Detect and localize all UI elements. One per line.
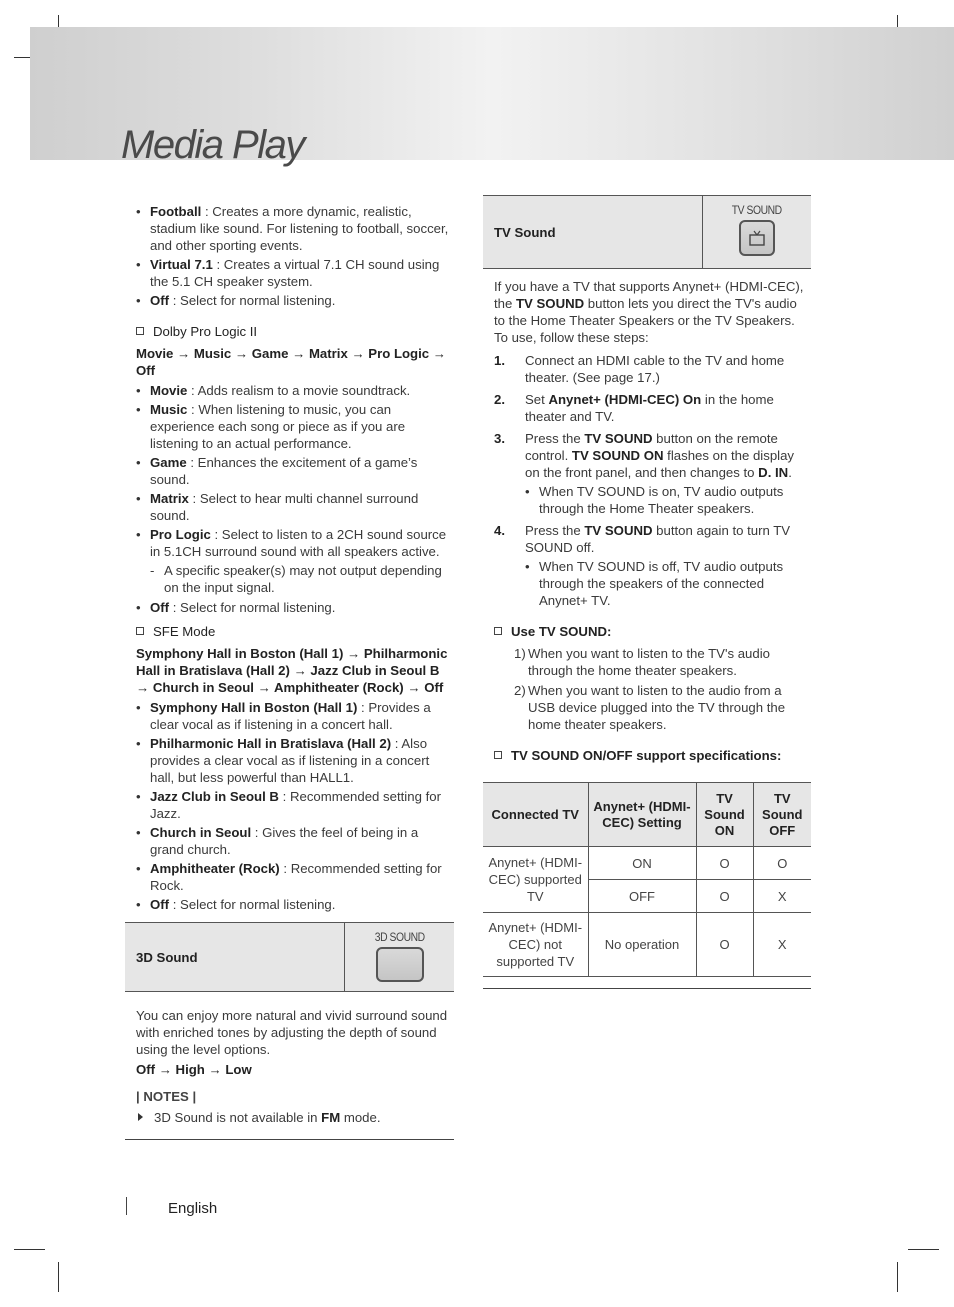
list-item: • Off : Select for normal listening.	[125, 599, 454, 616]
table-cell: O	[696, 913, 753, 977]
tv-sound-steps	[483, 352, 811, 609]
list-item: • Pro Logic : Select to listen to a 2CH sound source in 5.1CH surround sound with all speakers active.	[125, 526, 454, 560]
step-item: 2. Set Anynet+ (HDMI-CEC) On in the home theater and TV.	[494, 392, 774, 424]
checkbox-square-icon	[494, 751, 502, 759]
list-item: • Symphony Hall in Boston (Hall 1) : Provides a clear vocal as if listening in a concert hall.	[125, 699, 454, 733]
footer-divider	[126, 1197, 127, 1215]
page-title: Media Play	[121, 123, 304, 167]
section-heading-sfe: SFE Mode	[125, 623, 454, 640]
crop-mark	[58, 1262, 59, 1292]
table-cell: X	[753, 913, 811, 977]
sound-mode-list	[125, 203, 454, 309]
3d-sound-box	[125, 922, 454, 992]
column-header: TV Sound ON	[696, 783, 753, 847]
section-heading-dolby: Dolby Pro Logic II	[125, 323, 454, 340]
mode-sequence: Off → High → Low	[136, 1062, 252, 1077]
sfe-mode-list	[125, 699, 454, 913]
crop-mark	[14, 1249, 45, 1250]
table-header-row	[483, 783, 811, 847]
list-item: • Philharmonic Hall in Bratislava (Hall 2) : Also provides a clear vocal as if listening in a concert hall, but less powerful than HALL1.	[125, 735, 454, 786]
list-item: • Matrix : Select to hear multi channel surround sound.	[125, 490, 454, 524]
remote-button-icon	[739, 220, 775, 256]
table-row	[483, 913, 811, 977]
triangle-right-icon	[138, 1113, 143, 1121]
remote-button-icon	[376, 947, 424, 982]
mode-sequence: Symphony Hall in Boston (Hall 1) → Philharmonic Hall in Bratislava (Hall 2) → Jazz Club in Seoul B → Church in Seoul → Amphitheater (Rock) → Off	[136, 646, 448, 695]
dolby-mode-list	[125, 382, 454, 560]
step-sub-list	[525, 558, 811, 609]
tv-icon	[748, 229, 766, 247]
step-sub-list	[525, 483, 811, 517]
3d-sound-description: You can enjoy more natural and vivid surround sound with enriched tones by adjusting the depth of sound using the level options.	[136, 1008, 448, 1057]
3d-sound-label: 3D Sound	[125, 923, 345, 991]
list-item: • Off : Select for normal listening.	[125, 292, 454, 309]
dolby-off-list	[125, 599, 454, 616]
table-cell: Anynet+ (HDMI-CEC) supported TV	[483, 847, 588, 913]
table-cell: OFF	[588, 880, 696, 913]
crop-mark	[897, 1262, 898, 1292]
table-cell: O	[753, 847, 811, 880]
table-cell: ON	[588, 847, 696, 880]
list-item: • Football : Creates a more dynamic, realistic, stadium like sound. For listening to football, soccer, and other sporting events.	[125, 203, 454, 254]
tv-sound-spec-table	[483, 782, 811, 977]
button-caption: 3D SOUND	[374, 932, 425, 944]
checkbox-square-icon	[494, 627, 502, 635]
list-item: • Amphitheater (Rock) : Recommended setting for Rock.	[125, 860, 454, 894]
section-heading-spec: TV SOUND ON/OFF support specifications:	[483, 747, 811, 764]
3d-sound-button-illustration	[345, 923, 454, 991]
checkbox-square-icon	[136, 327, 144, 335]
list-item: • Movie : Adds realism to a movie soundtrack.	[125, 382, 454, 399]
tv-sound-button-illustration	[703, 196, 811, 268]
section-divider	[125, 1139, 454, 1140]
checkbox-square-icon	[136, 627, 144, 635]
section-divider	[483, 988, 811, 989]
note-item: 3D Sound is not available in FM mode.	[125, 1109, 454, 1126]
list-item: • Music : When listening to music, you can experience each song or piece as if you are listening to an actual performance.	[125, 401, 454, 452]
table-cell: Anynet+ (HDMI-CEC) not supported TV	[483, 913, 588, 977]
list-item: • Off : Select for normal listening.	[125, 896, 454, 913]
list-item: 2) When you want to listen to the audio from a USB device plugged into the TV through the home theater speakers.	[514, 683, 786, 732]
tv-sound-intro: If you have a TV that supports Anynet+ (HDMI-CEC), the TV SOUND button lets you direct the TV's audio to the Home Theater Speakers or the TV Speakers. To use, follow these steps:	[494, 279, 804, 345]
footer-language: English	[168, 1200, 218, 1217]
column-header: Connected TV	[483, 783, 588, 847]
list-item: • Game : Enhances the excitement of a game’s sound.	[125, 454, 454, 488]
tv-sound-box	[483, 195, 811, 269]
list-item: • When TV SOUND is off, TV audio outputs through the speakers of the connected Anynet+ TV.	[525, 558, 811, 609]
left-column	[125, 203, 454, 1140]
column-header: Anynet+ (HDMI-CEC) Setting	[588, 783, 696, 847]
list-item: 1) When you want to listen to the TV's audio through the home theater speakers.	[514, 646, 770, 678]
table-row	[483, 847, 811, 880]
tv-sound-label: TV Sound	[483, 196, 703, 268]
list-item: • Jazz Club in Seoul B : Recommended setting for Jazz.	[125, 788, 454, 822]
mode-sequence: Movie → Music → Game → Matrix → Pro Logic → Off	[136, 346, 446, 378]
section-heading-use-tv-sound: Use TV SOUND:	[483, 623, 811, 640]
list-item: • When TV SOUND is on, TV audio outputs through the Home Theater speakers.	[525, 483, 811, 517]
crop-mark	[908, 1249, 939, 1250]
table-cell: O	[696, 880, 753, 913]
notes-heading: | NOTES |	[136, 1089, 197, 1104]
right-column	[483, 195, 811, 989]
button-caption: TV SOUND	[732, 205, 782, 217]
table-cell: O	[696, 847, 753, 880]
step-item: 3. Press the TV SOUND button on the remote control. TV SOUND ON flashes on the display on the front panel, and then changes to D. IN. • When TV SOUND is on, TV audio outputs through the Home Theater speakers.	[483, 430, 811, 517]
dash-note: - A specific speaker(s) may not output depending on the input signal.	[150, 563, 442, 595]
step-item: 1. Connect an HDMI cable to the TV and home theater. (See page 17.)	[494, 353, 785, 385]
table-cell: X	[753, 880, 811, 913]
column-header: TV Sound OFF	[753, 783, 811, 847]
table-cell: No operation	[588, 913, 696, 977]
list-item: • Virtual 7.1 : Creates a virtual 7.1 CH sound using the 5.1 CH speaker system.	[125, 256, 454, 290]
list-item: • Church in Seoul : Gives the feel of being in a grand church.	[125, 824, 454, 858]
step-item: 4. Press the TV SOUND button again to turn TV SOUND off. • When TV SOUND is off, TV audio outputs through the speakers of the connected Anynet+ TV.	[483, 522, 811, 609]
